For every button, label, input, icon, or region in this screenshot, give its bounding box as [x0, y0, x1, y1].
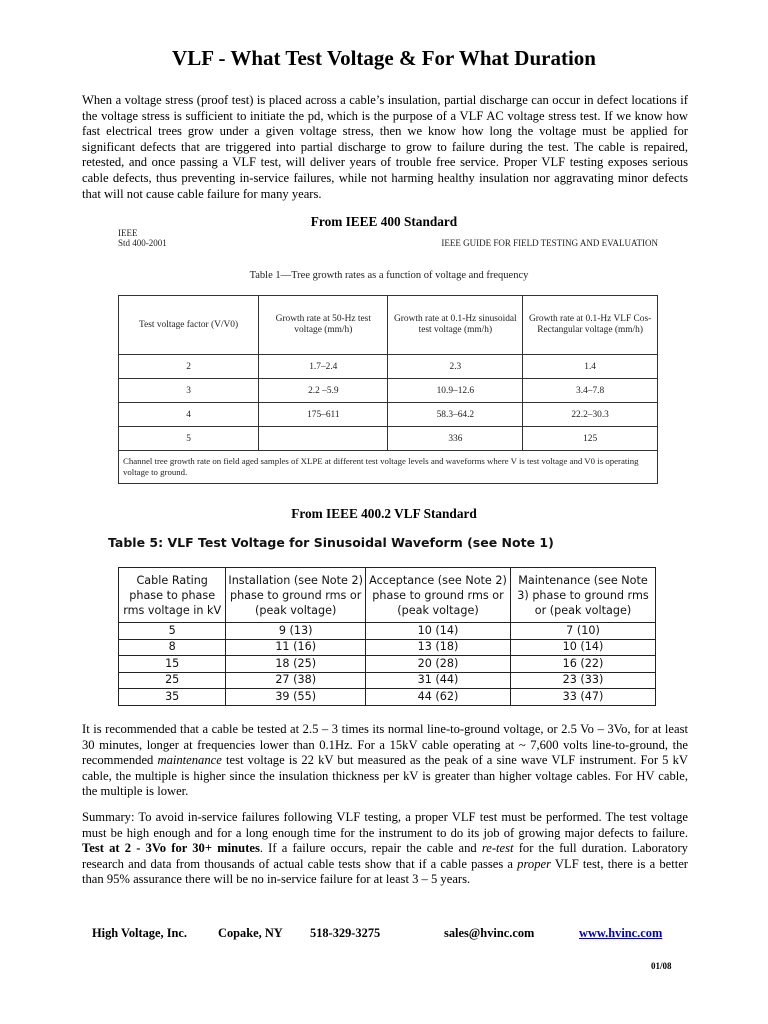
table-cell: 3.4–7.8 — [523, 379, 658, 403]
std-number: Std 400-2001 — [118, 238, 167, 248]
vlf-test-voltage-table — [118, 567, 656, 706]
text-run: for the full duration. Laboratory research and data from thousands of actual cable tests show that if a cable passes a — [82, 841, 688, 871]
footer-phone: 518-329-3275 — [310, 926, 381, 940]
table-row — [119, 656, 656, 673]
table-row — [119, 379, 658, 403]
footer-location: Copake, NY — [218, 926, 283, 940]
footer-email[interactable]: sales@hvinc.com — [444, 926, 535, 940]
col-header: Maintenance (see Note 3) phase to ground rms or (peak voltage) — [510, 568, 655, 623]
table-cell: 10 (14) — [366, 623, 511, 640]
col-header: Growth rate at 50-Hz test voltage (mm/h) — [259, 296, 388, 355]
bold-text: Test at 2 - 3Vo for 30+ minutes — [82, 841, 260, 856]
table-cell: 20 (28) — [366, 656, 511, 673]
ieee400-table-scan — [118, 228, 660, 490]
table-cell: 10.9–12.6 — [388, 379, 523, 403]
emphasis-text: re-test — [481, 841, 514, 856]
emphasis-text: maintenance — [157, 753, 222, 768]
ieee400-caption: From IEEE 400 Standard — [310, 214, 458, 229]
table-cell: 22.2–30.3 — [523, 403, 658, 427]
table-header-row — [119, 568, 656, 623]
table-row — [119, 355, 658, 379]
table-cell: 11 (16) — [226, 639, 366, 656]
col-header: Growth rate at 0.1-Hz VLF Cos-Rectangular voltage (mm/h) — [523, 296, 658, 355]
recommendation-paragraph — [82, 722, 688, 800]
page-title: VLF - What Test Voltage & For What Duration — [172, 46, 596, 70]
table-header-row — [119, 296, 658, 355]
table-cell: 1.4 — [523, 355, 658, 379]
table-note-row — [119, 451, 658, 484]
table-cell — [259, 427, 388, 451]
document-date: 01/08 — [651, 961, 672, 971]
table-cell: 2.3 — [388, 355, 523, 379]
col-header: Cable Rating phase to phase rms voltage in kV — [119, 568, 226, 623]
table-cell: 2 — [119, 355, 259, 379]
summary-paragraph — [82, 810, 688, 888]
col-header: Growth rate at 0.1-Hz sinusoidal test voltage (mm/h) — [388, 296, 523, 355]
intro-paragraph: When a voltage stress (proof test) is placed across a cable’s insulation, partial discharge can occur in defect locations if the voltage stress is sufficient to initiate the pd, which is the purpose of a VLF AC voltage stress test. If we know how fast electrical trees grow under a given voltage stress, then we know how long the voltage must be applied for significant defects that are triggered into partial discharge to grow to failure during the test. The cable is repaired, retested, and once passing a VLF test, will deliver years of trouble free service. Proper VLF testing exposes serious cable defects, thus preventing in-service failures, while not harming healthy insulation nor aggravating minor defects that will not cause cable failure for many years. — [82, 93, 688, 201]
table-cell: 10 (14) — [510, 639, 655, 656]
table-cell: 35 — [119, 689, 226, 706]
table-note: Channel tree growth rate on field aged samples of XLPE at different test voltage levels and waveforms where V is test voltage and V0 is operating voltage to ground. — [119, 451, 658, 484]
tree-growth-table — [118, 295, 658, 484]
website-link[interactable]: www.hvinc.com — [579, 926, 663, 940]
ieee4002-table-scan — [108, 535, 656, 720]
table-cell: 9 (13) — [226, 623, 366, 640]
table-cell: 33 (47) — [510, 689, 655, 706]
text-run: VLF test, there is a better than 95% assurance there will be no in-service failure for at least 3 – 5 years. — [82, 856, 689, 887]
table-cell: 58.3–64.2 — [388, 403, 523, 427]
table-cell: 4 — [119, 403, 259, 427]
table-cell: 125 — [523, 427, 658, 451]
text-run: . If a failure occurs, repair the cable and — [259, 841, 482, 856]
table-cell: 25 — [119, 672, 226, 689]
table-cell: 8 — [119, 639, 226, 656]
table-cell: 27 (38) — [226, 672, 366, 689]
text-run: It is recommended that a cable be tested at 2.5 – 3 times its normal line-to-ground voltage, or 2.5 Vo – 3Vo, for at least 30 minutes, longer at frequencies lower than 0.1Hz. For a 15kV cable operating at ~ 7,600 volts line-to-ground, the recommended — [82, 722, 688, 768]
col-header: Acceptance (see Note 2) phase to ground rms or (peak voltage) — [366, 568, 511, 623]
table-cell: 175–611 — [259, 403, 388, 427]
ieee-label: IEEE — [118, 228, 138, 238]
table-row — [119, 672, 656, 689]
footer-company: High Voltage, Inc. — [92, 926, 188, 940]
table-cell: 13 (18) — [366, 639, 511, 656]
table-cell: 5 — [119, 427, 259, 451]
table-cell: 3 — [119, 379, 259, 403]
table-row — [119, 403, 658, 427]
table-cell: 336 — [388, 427, 523, 451]
table-cell: 1.7–2.4 — [259, 355, 388, 379]
table-cell: 31 (44) — [366, 672, 511, 689]
table-row — [119, 427, 658, 451]
table1-title: Table 1—Tree growth rates as a function of voltage and frequency — [249, 270, 529, 281]
ieee400-header-left — [118, 228, 167, 248]
col-header: Test voltage factor (V/V0) — [119, 296, 259, 355]
table-cell: 44 (62) — [366, 689, 511, 706]
table-cell: 39 (55) — [226, 689, 366, 706]
table-cell: 16 (22) — [510, 656, 655, 673]
text-run: test voltage is 22 kV but measured as the peak of a sine wave VLF instrument. For 5 kV cable, the multiple is higher since the insulation thickness per kV is greater than higher voltage cables. For HV cable, the multiple is lower. — [82, 753, 689, 799]
text-run: Summary: To avoid in-service failures following VLF testing, a proper VLF test must be performed. The test voltage must be high enough and for a long enough time for the instrument to do its job of growing major defects to failure. — [82, 810, 688, 840]
table-row — [119, 639, 656, 656]
table-cell: 18 (25) — [226, 656, 366, 673]
ieee400-header-right: IEEE GUIDE FOR FIELD TESTING AND EVALUATION — [441, 238, 658, 248]
table-cell: 2.2 –5.9 — [259, 379, 388, 403]
table-cell: 15 — [119, 656, 226, 673]
table5-title: Table 5: VLF Test Voltage for Sinusoidal Waveform (see Note 1) — [108, 535, 554, 550]
col-header: Installation (see Note 2) phase to ground rms or (peak voltage) — [226, 568, 366, 623]
table-cell: 5 — [119, 623, 226, 640]
table-row — [119, 689, 656, 706]
table-row — [119, 623, 656, 640]
emphasis-text: proper — [517, 856, 551, 871]
ieee4002-caption: From IEEE 400.2 VLF Standard — [291, 506, 477, 521]
table-cell: 7 (10) — [510, 623, 655, 640]
table-cell: 23 (33) — [510, 672, 655, 689]
